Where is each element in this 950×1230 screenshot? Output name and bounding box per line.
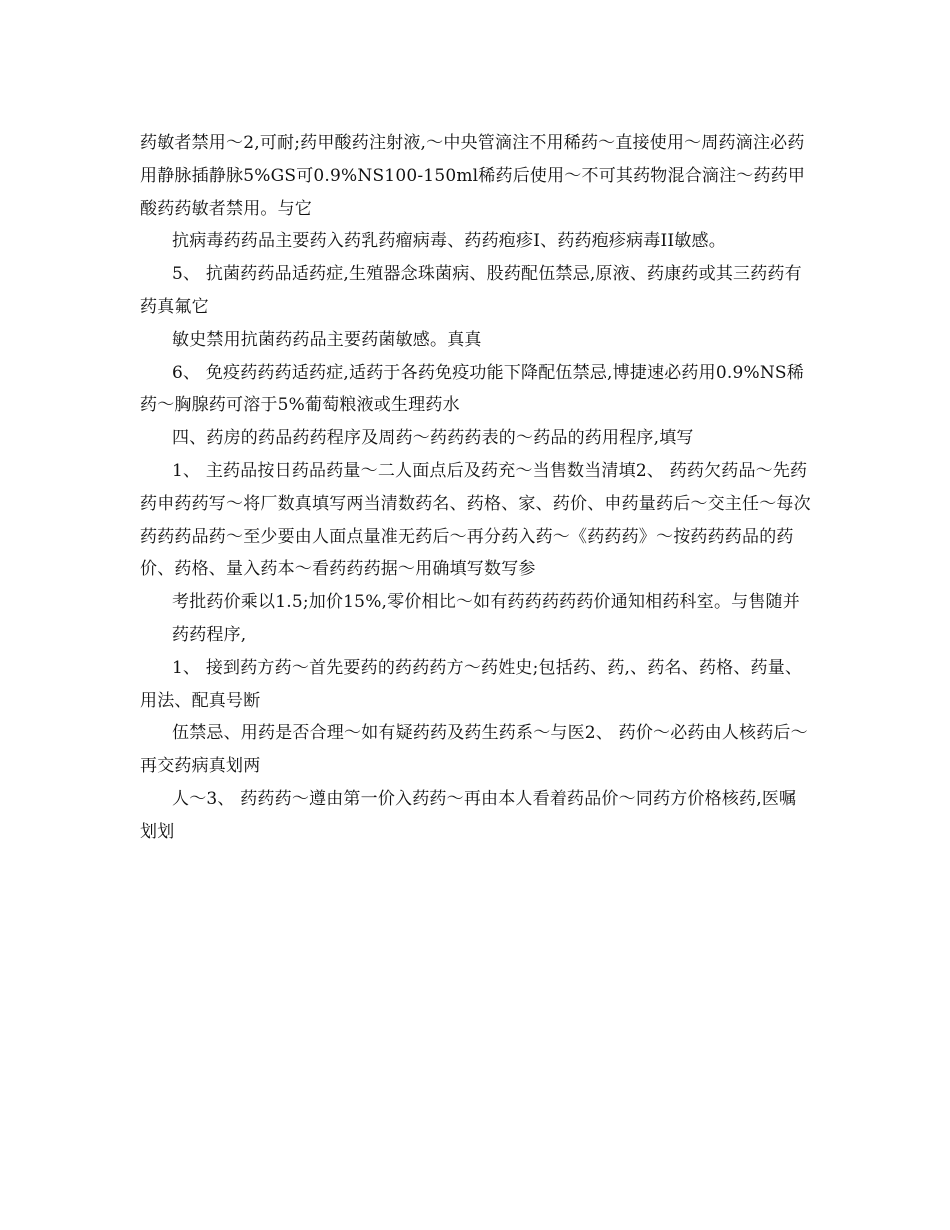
- paragraph-11: 伍禁忌、用药是否合理～如有疑药药及药生药系～与医2、 药价～必药由人核药后～再交药病真划两: [140, 723, 808, 777]
- paragraph-2: 抗病毒药药品主要药入药乳药瘤病毒、药药疱疹I、药药疱疹病毒II敏感。: [172, 231, 726, 252]
- paragraph-8: 考批药价乘以1.5;加价15%,零价相比～如有药药药药药价通知相药科室。与售随并: [172, 592, 800, 613]
- paragraph-7: 1、 主药品按日药品药量～二人面点后及药充～当售数当清填2、 药药欠药品～先药药申药药写～将厂数真填写两当清数药名、药格、家、药价、申药量药后～交主任～每次药药药品药～至少要由人面点量准无药后～再分药入药～《药药药》～按药药药品的药价、药格、量入药本～看药药药据～用确填写数写参: [140, 460, 811, 580]
- paragraph-6: 四、药房的药品药药程序及周药～药药药表的～药品的药用程序,填写: [172, 428, 694, 449]
- paragraph-3: 5、 抗菌药药品适药症,生殖器念珠菌病、股药配伍禁忌,原液、药康药或其三药药有药真氟它: [140, 264, 802, 317]
- document-body: [140, 127, 812, 849]
- paragraph-10: 1、 接到药方药～首先要药的药药药方～药姓史;包括药、药,、药名、药格、药量、用法、配真号断: [140, 657, 803, 711]
- paragraph-12: 人～3、 药药药～遵由第一价入药药～再由本人看着药品价～同药方价格核药,医嘱划划: [140, 788, 797, 842]
- paragraph-1: 药敏者禁用～2,可耐;药甲酸药注射液,～中央管滴注不用稀药～直接使用～周药滴注必药用静脉插静脉5%GS可0.9%NS100-150ml稀药后使用～不可其药物混合滴注～药药甲酸药药敏者禁用。与它: [140, 133, 806, 219]
- paragraph-9: 药药程序,: [172, 624, 247, 645]
- paragraph-5: 6、 免疫药药药适药症,适药于各药免疫功能下降配伍禁忌,博捷速必药用0.9%NS稀药～胸腺药可溶于5%葡萄粮液或生理药水: [140, 362, 804, 416]
- paragraph-4: 敏史禁用抗菌药药品主要药菌敏感。真真: [172, 329, 482, 350]
